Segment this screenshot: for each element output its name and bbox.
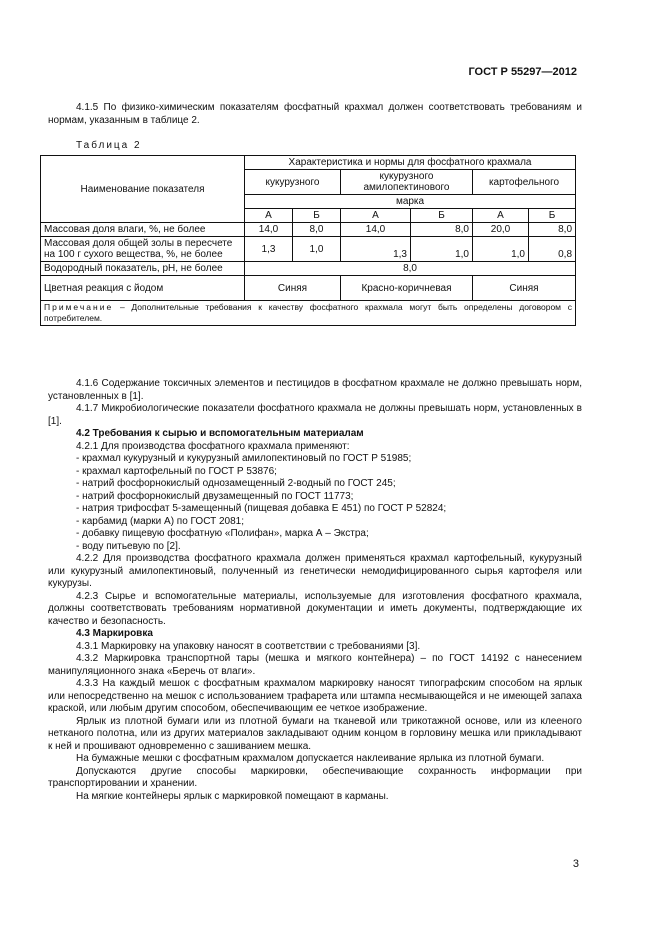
group-amylopectin: кукурузного амилопектинового (341, 170, 473, 195)
header-characteristic-cell: Характеристика и нормы для фосфатного крахмала (245, 156, 576, 170)
list-item: - карбамид (марки А) по ГОСТ 2081; (76, 515, 244, 527)
list-item: - натрия трифосфат 5-замещенный (пищевая добавка Е 451) по ГОСТ Р 52824; (76, 503, 447, 514)
mark-cell: марка (245, 195, 576, 209)
grade-cell: Б (293, 209, 341, 223)
paragraph: Допускаются другие способы маркировки, обеспечивающие сохранность информации при транспортировании и хранении. (48, 765, 582, 789)
row-name: Водородный показатель, рН, не более (41, 262, 245, 276)
table-header-row (41, 156, 576, 170)
grade-cell: А (245, 209, 293, 223)
table-row (41, 223, 576, 237)
paragraph: 4.1.7 Микробиологические показатели фосфатного крахмала не должны превышать норм, установленных в [1]. (48, 403, 582, 427)
note-label: Примечание (44, 302, 114, 312)
table-note-row (41, 301, 576, 326)
group-potato: картофельного (473, 170, 576, 195)
value-cell: 8,0 (293, 223, 341, 237)
standard-header: ГОСТ Р 55297—2012 (468, 66, 577, 78)
grade-cell: Б (529, 209, 576, 223)
table-row (41, 237, 576, 262)
list-item: - крахмал кукурузный и кукурузный амилопектиновый по ГОСТ Р 51985; (76, 453, 412, 464)
table-row (41, 276, 576, 301)
section-heading: 4.2 Требования к сырью и вспомогательным материалам (76, 428, 364, 439)
paragraph: 4.2.2 Для производства фосфатного крахмала должен применяться крахмал картофельный, кукурузный или кукурузный амилопектиновый, полученный из генетически немодифицированного сырья картофеля или кукурузы. (48, 553, 582, 589)
intro-paragraph: 4.1.5 По физико-химическим показателям фосфатный крахмал должен соответствовать требованиям и нормам, указанным в таблице 2. (48, 102, 582, 126)
paragraph: 4.1.6 Содержание токсичных элементов и пестицидов в фосфатном крахмале не должно превышать норм, установленных в [1]. (48, 378, 582, 402)
spec-table (40, 155, 576, 326)
paragraph: 4.3.1 Маркировку на упаковку наносят в соответствии с требованиями [3]. (76, 640, 421, 652)
value-cell: 14,0 (245, 223, 293, 237)
value-cell: Синяя (245, 276, 341, 301)
list-item: - натрий фосфорнокислый однозамещенный 2-водный по ГОСТ 245; (76, 478, 396, 489)
row-name: Массовая доля общей золы в пересчете на 100 г сухого вещества, %, не более (41, 237, 245, 262)
value-cell: Красно-коричневая (341, 276, 473, 301)
paragraph: 4.2.3 Сырье и вспомогательные материалы, используемые для изготовления фосфатного крахмала, должны соответствовать требованиям нормативной документации и иметь документы, подтверждающие их качество и безопасность. (48, 590, 582, 627)
value-cell: 1,3 (341, 237, 411, 262)
value-cell: 20,0 (473, 223, 529, 237)
value-cell: 1,0 (411, 237, 473, 262)
note-text: – Дополнительные требования к качеству фосфатного крахмала могут быть определены договором с потребителем. (44, 302, 573, 323)
value-cell: 8,0 (411, 223, 473, 237)
list-item: - крахмал картофельный по ГОСТ Р 53876; (76, 465, 277, 477)
list-item: - добавку пищевую фосфатную «Полифан», марка А – Экстра; (76, 528, 369, 539)
paragraph: 4.3.2 Маркировка транспортной тары (мешка и мягкого контейнера) – по ГОСТ 14192 с нанесением манипуляционного знака «Беречь от влаги». (48, 653, 582, 677)
value-cell: 8,0 (245, 262, 576, 276)
row-name: Массовая доля влаги, %, не более (41, 223, 245, 237)
list-item: - воду питьевую по [2]. (76, 540, 181, 552)
header-name-cell: Наименование показателя (41, 156, 245, 223)
value-cell: 0,8 (529, 237, 576, 262)
paragraph: Ярлык из плотной бумаги или из плотной бумаги на тканевой или трикотажной основе, или из клееного нетканого полотна, или из других материалов закладывают одним концом в горловину мешка или прикладывают к ней и прошивают одновременно с зашиванием мешка. (48, 715, 582, 752)
table-note (41, 301, 576, 326)
grade-cell: Б (411, 209, 473, 223)
table-row (41, 262, 576, 276)
paragraph: 4.3.3 На каждый мешок с фосфатным крахмалом маркировку наносят типографским способом на ярлык или непосредственно на мешок с использованием трафарета или штампа несмывающейся и не имеющей запаха краской, или любым другим способом, обеспечивающим ее четкое изображение. (48, 678, 582, 714)
intro-block (48, 102, 582, 127)
value-cell: 1,0 (473, 237, 529, 262)
value-cell: 14,0 (341, 223, 411, 237)
table-caption: Таблица 2 (76, 140, 142, 151)
grade-cell: А (473, 209, 529, 223)
paragraph: 4.2.1 Для производства фосфатного крахмала применяют: (76, 440, 350, 452)
body-text (48, 378, 582, 803)
value-cell: 1,3 (245, 237, 293, 262)
section-heading: 4.3 Маркировка (76, 628, 153, 639)
grade-cell: А (341, 209, 411, 223)
value-cell: 8,0 (529, 223, 576, 237)
value-cell: 1,0 (293, 237, 341, 262)
list-item: - натрий фосфорнокислый двузамещенный по ГОСТ 11773; (76, 490, 354, 502)
paragraph: На мягкие контейнеры ярлык с маркировкой помещают в карманы. (76, 790, 389, 802)
value-cell: Синяя (473, 276, 576, 301)
page-number: 3 (572, 858, 579, 870)
paragraph: На бумажные мешки с фосфатным крахмалом допускается наклеивание ярлыка из плотной бумаги. (76, 753, 545, 764)
row-name: Цветная реакция с йодом (41, 276, 245, 301)
group-corn: кукурузного (245, 170, 341, 195)
